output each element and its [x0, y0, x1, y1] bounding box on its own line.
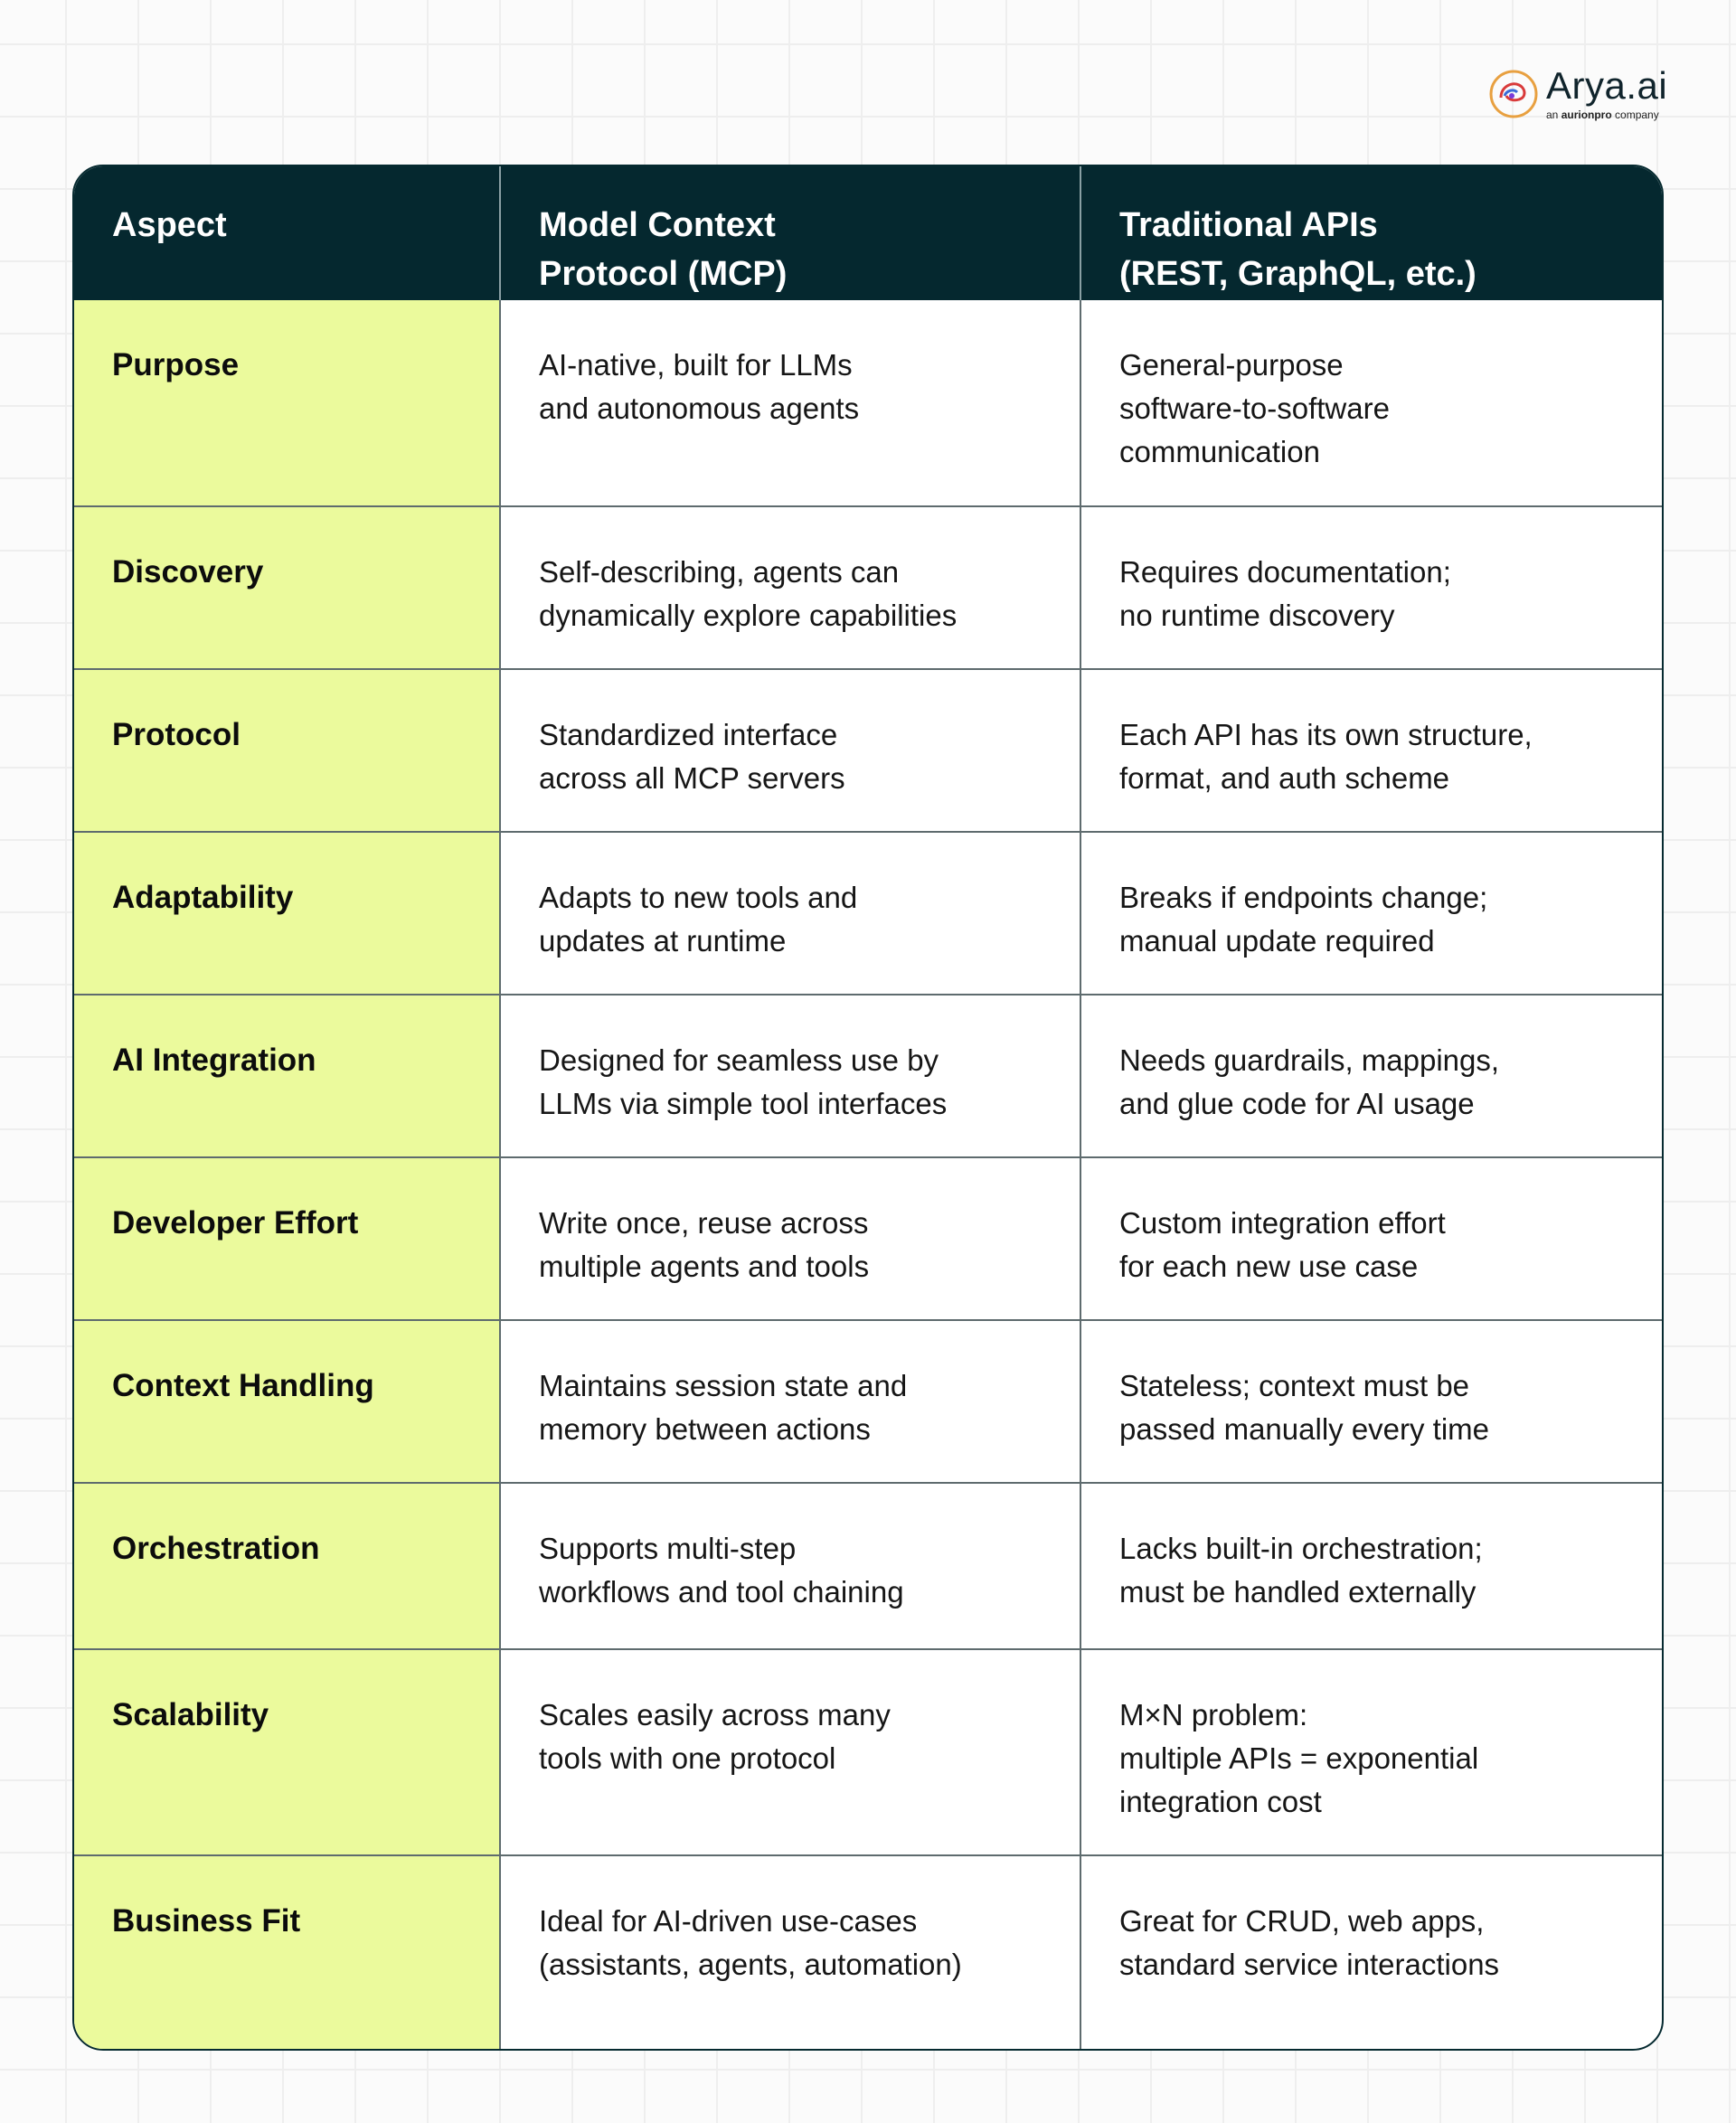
header-traditional: Traditional APIs (REST, GraphQL, etc.): [1080, 166, 1662, 300]
row-mcp: Adapts to new tools and updates at runtime: [500, 832, 1080, 995]
table-row: [74, 1157, 1662, 1320]
row-traditional: Custom integration effort for each new use case: [1080, 1157, 1662, 1320]
row-aspect: AI Integration: [74, 995, 500, 1157]
row-aspect: Scalability: [74, 1649, 500, 1855]
row-traditional: Great for CRUD, web apps, standard service interactions: [1080, 1855, 1662, 2049]
arya-logo-icon: [1488, 69, 1539, 119]
comparison-table: [72, 165, 1664, 2051]
row-aspect: Adaptability: [74, 832, 500, 995]
header-mcp: Model Context Protocol (MCP): [500, 166, 1080, 300]
row-traditional: General-purpose software-to-software communication: [1119, 348, 1390, 468]
table-row: [74, 506, 1662, 669]
row-aspect: Developer Effort: [74, 1157, 500, 1320]
row-aspect: Discovery: [74, 506, 500, 669]
row-traditional: Stateless; context must be passed manually every time: [1080, 1320, 1662, 1483]
row-mcp: Designed for seamless use by LLMs via simple tool interfaces: [500, 995, 1080, 1157]
header-aspect: Aspect: [74, 166, 500, 300]
row-aspect: Protocol: [74, 669, 500, 832]
row-mcp: Maintains session state and memory between actions: [500, 1320, 1080, 1483]
brand-tagline: an aurionpro company: [1546, 109, 1659, 121]
table-row: [74, 300, 1662, 506]
table-header-row: [74, 166, 1662, 300]
row-aspect: Purpose: [74, 300, 500, 506]
row-mcp: AI-native, built for LLMs and autonomous agents: [500, 300, 1080, 506]
row-traditional: Needs guardrails, mappings, and glue code for AI usage: [1080, 995, 1662, 1157]
row-traditional: Requires documentation; no runtime discovery: [1080, 506, 1662, 669]
row-mcp: Scales easily across many tools with one protocol: [500, 1649, 1080, 1855]
table-row: [74, 1855, 1662, 2049]
row-mcp: Supports multi-step workflows and tool chaining: [500, 1483, 1080, 1649]
row-mcp: Write once, reuse across multiple agents and tools: [500, 1157, 1080, 1320]
row-traditional: Each API has its own structure, format, and auth scheme: [1080, 669, 1662, 832]
table-row: [74, 1483, 1662, 1649]
row-traditional: M×N problem: multiple APIs = exponential integration cost: [1080, 1649, 1662, 1855]
table-row: [74, 1649, 1662, 1855]
row-aspect: Orchestration: [74, 1483, 500, 1649]
table-row: [74, 669, 1662, 832]
row-aspect: Business Fit: [74, 1855, 500, 2049]
brand-name: Arya.ai: [1546, 64, 1668, 107]
brand-logo: [1488, 64, 1668, 121]
row-aspect: Context Handling: [74, 1320, 500, 1483]
table-row: [74, 832, 1662, 995]
row-mcp: Ideal for AI-driven use-cases (assistants, agents, automation): [500, 1855, 1080, 2049]
row-traditional: Lacks built-in orchestration; must be handled externally: [1080, 1483, 1662, 1649]
row-mcp: Standardized interface across all MCP servers: [500, 669, 1080, 832]
table-row: [74, 995, 1662, 1157]
row-traditional: Breaks if endpoints change; manual update required: [1080, 832, 1662, 995]
row-mcp: Self-describing, agents can dynamically explore capabilities: [500, 506, 1080, 669]
table-row: [74, 1320, 1662, 1483]
